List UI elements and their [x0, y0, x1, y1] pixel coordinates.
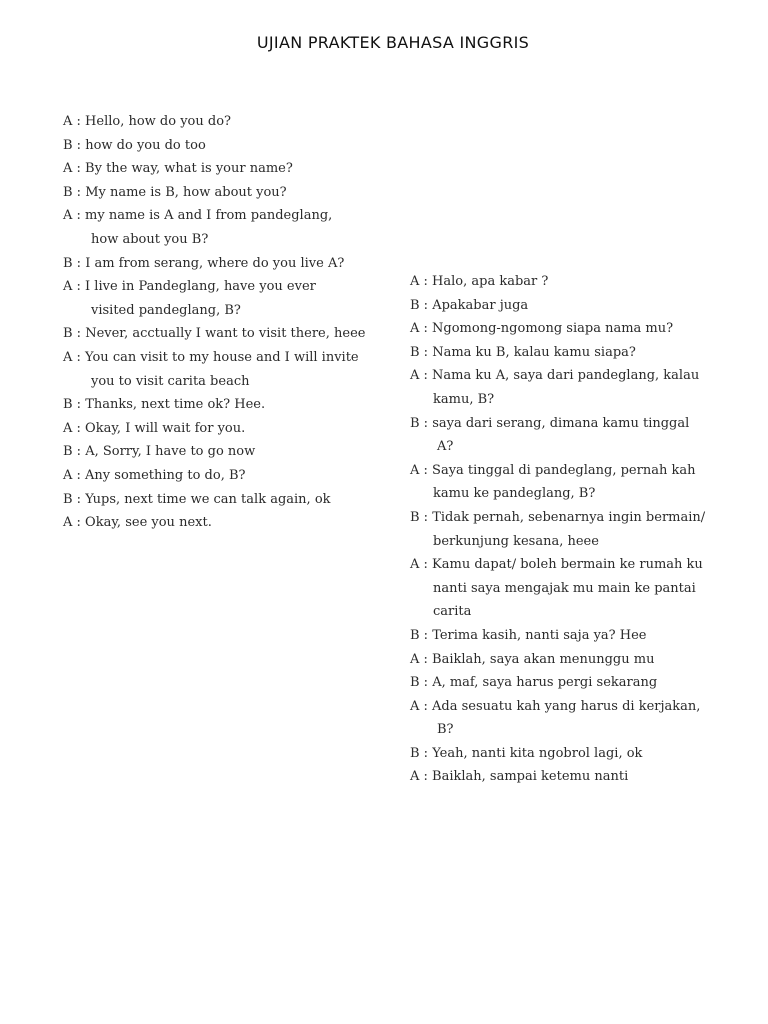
dialogue-line: A : Nama ku A, saya dari pandeglang, kalau — [410, 368, 700, 384]
dialogue-line: B : how do you do too — [63, 137, 206, 153]
dialogue-line: how about you B? — [91, 231, 209, 247]
dialogue-line: A : Saya tinggal di pandeglang, pernah kah — [410, 462, 696, 478]
indonesian-dialogue — [410, 270, 760, 789]
dialogue-line: berkunjung kesana, heee — [433, 533, 599, 549]
dialogue-line: B : A, Sorry, I have to go now — [63, 444, 256, 460]
dialogue-line: A : Ada sesuatu kah yang harus di kerjakan, — [410, 698, 701, 714]
dialogue-line: B : saya dari serang, dimana kamu tinggal — [410, 415, 690, 431]
dialogue-line: kamu, B? — [433, 391, 495, 407]
dialogue-line: A : Hello, how do you do? — [63, 114, 232, 129]
dialogue-line: B : Thanks, next time ok? Hee. — [63, 397, 266, 413]
dialogue-line: B : Tidak pernah, sebenarnya ingin bermain/ — [410, 509, 706, 525]
dialogue-line: A : You can visit to my house and I will invite — [63, 349, 359, 365]
dialogue-line: A : Ngomong-ngomong siapa nama mu? — [410, 321, 674, 337]
dialogue-line: nanti saya mengajak mu main ke pantai — [433, 580, 696, 596]
dialogue-line: B : My name is B, how about you? — [63, 184, 287, 200]
dialogue-line: B : Terima kasih, nanti saja ya? Hee — [410, 627, 647, 643]
dialogue-line: B : Yeah, nanti kita ngobrol lagi, ok — [410, 745, 643, 761]
dialogue-line: A : By the way, what is your name? — [63, 161, 293, 177]
dialogue-line: visited pandeglang, B? — [91, 302, 241, 318]
dialogue-line: A? — [437, 439, 454, 455]
dialogue-line: A : Okay, see you next. — [63, 515, 212, 531]
dialogue-line: B? — [437, 722, 454, 738]
dialogue-line: B : I am from serang, where do you live A? — [63, 255, 345, 271]
dialogue-line: A : my name is A and I from pandeglang, — [63, 208, 333, 224]
dialogue-line: B : Never, acctually I want to visit there, heee — [63, 326, 366, 342]
dialogue-line: A : Halo, apa kabar ? — [410, 274, 549, 289]
page-title: UJIAN PRAKTEK BAHASA INGGRIS — [256, 33, 530, 52]
english-dialogue — [63, 110, 393, 535]
dialogue-line: you to visit carita beach — [91, 373, 250, 389]
dialogue-line: carita — [433, 604, 472, 620]
dialogue-line: A : I live in Pandeglang, have you ever — [63, 279, 316, 295]
dialogue-line: A : Any something to do, B? — [63, 467, 246, 483]
dialogue-line: B : Nama ku B, kalau kamu siapa? — [410, 344, 636, 360]
dialogue-line: A : Okay, I will wait for you. — [63, 420, 246, 436]
dialogue-line: A : Baiklah, saya akan menunggu mu — [410, 651, 655, 667]
dialogue-line: kamu ke pandeglang, B? — [433, 486, 596, 502]
dialogue-line: B : A, maf, saya harus pergi sekarang — [410, 675, 658, 691]
dialogue-line: B : Yups, next time we can talk again, ok — [63, 491, 331, 507]
dialogue-line: A : Kamu dapat/ boleh bermain ke rumah ku — [410, 557, 703, 573]
dialogue-line: A : Baiklah, sampai ketemu nanti — [410, 769, 629, 785]
dialogue-line: B : Apakabar juga — [410, 297, 529, 313]
